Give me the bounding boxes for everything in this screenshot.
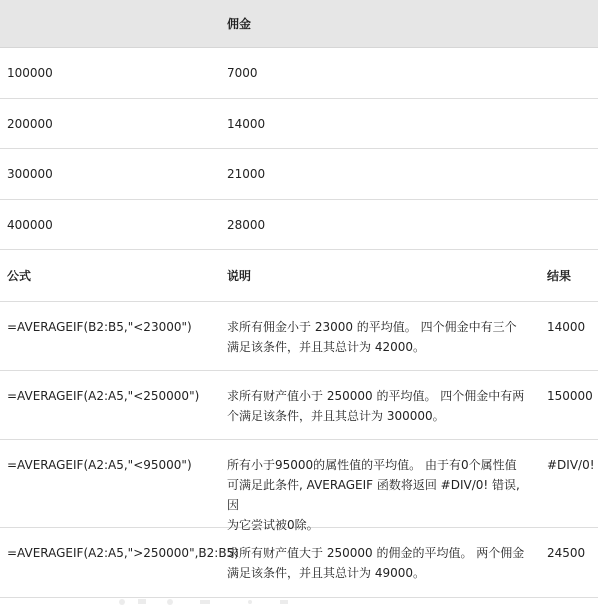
result-cell: #DIV/0!: [547, 458, 595, 472]
table-row: [0, 149, 598, 200]
description-line: 满足该条件，并且其总计为 49000。: [227, 566, 425, 580]
description-line: 求所有财产值大于 250000 的佣金的平均值。 两个佣金: [227, 546, 525, 560]
description-cell: [227, 455, 535, 535]
formula-cell: =AVERAGEIF(A2:A5,"<95000"): [7, 458, 192, 472]
table-header-row: [0, 0, 598, 48]
formula-row: [0, 371, 598, 440]
formula-cell: =AVERAGEIF(A2:A5,">250000",B2:B5): [7, 546, 239, 560]
commission-cell: 28000: [227, 218, 266, 232]
table-row: [0, 99, 598, 149]
header-formula: 公式: [7, 269, 32, 283]
description-line: 满足该条件，并且其总计为 42000。: [227, 340, 425, 354]
description-cell: [227, 386, 535, 426]
formula-row: [0, 440, 598, 532]
property-value-cell: 400000: [7, 218, 53, 232]
formula-cell: =AVERAGEIF(B2:B5,"<23000"): [7, 320, 192, 334]
description-line: 个满足该条件，并且其总计为 300000。: [227, 409, 445, 423]
description-line: 求所有财产值小于 250000 的平均值。 四个佣金中有两: [227, 389, 525, 403]
header-commission: 佣金: [227, 17, 252, 31]
table-row: [0, 200, 598, 250]
formula-cell: =AVERAGEIF(A2:A5,"<250000"): [7, 389, 200, 403]
description-cell: [227, 317, 535, 357]
formula-row: [0, 528, 598, 598]
description-line: 求所有佣金小于 23000 的平均值。 四个佣金中有三个: [227, 320, 517, 334]
description-cell: [227, 543, 535, 583]
description-line: 为它尝试被0除。: [227, 518, 319, 532]
result-cell: 14000: [547, 320, 586, 334]
header-description: 说明: [227, 269, 252, 283]
table-row: [0, 48, 598, 99]
property-value-cell: 100000: [7, 66, 53, 80]
formula-row: [0, 302, 598, 371]
commission-cell: 21000: [227, 167, 266, 181]
faded-watermark: [110, 594, 310, 606]
result-cell: 150000: [547, 389, 593, 403]
formula-header-row: [0, 250, 598, 302]
property-value-cell: 300000: [7, 167, 53, 181]
header-result: 结果: [547, 269, 572, 283]
commission-cell: 14000: [227, 117, 266, 131]
watermark-glyphs: [110, 594, 310, 606]
commission-cell: 7000: [227, 66, 258, 80]
result-cell: 24500: [547, 546, 586, 560]
description-line: 所有小于95000的属性值的平均值。 由于有0个属性值: [227, 458, 517, 472]
description-line: 可满足此条件, AVERAGEIF 函数将返回 #DIV/0! 错误, 因: [227, 478, 520, 512]
property-value-cell: 200000: [7, 117, 53, 131]
